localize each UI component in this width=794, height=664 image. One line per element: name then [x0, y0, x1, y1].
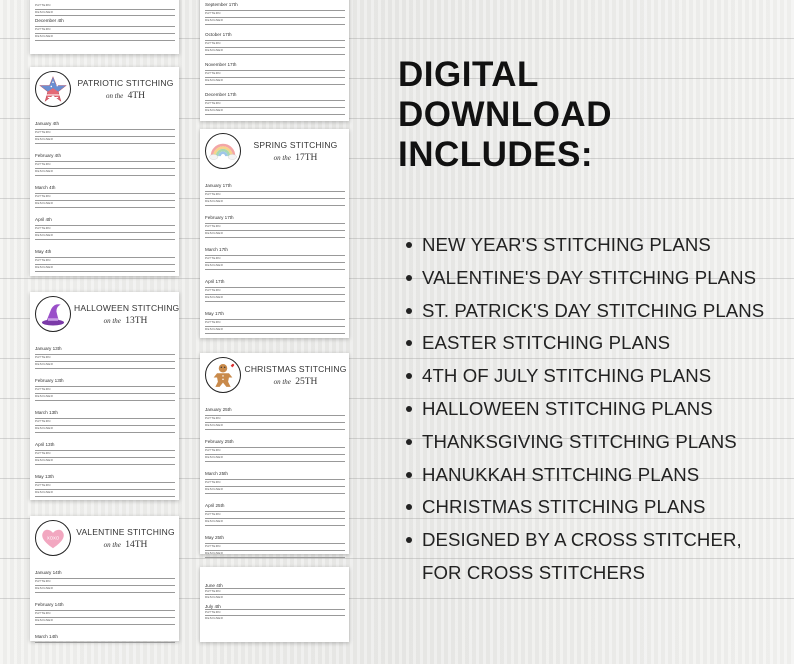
- includes-item-label: THANKSGIVING STITCHING PLANS: [422, 430, 737, 452]
- pattern-label: PATTERN: [205, 610, 221, 614]
- rule-line: [205, 198, 345, 199]
- page-header: [200, 129, 349, 181]
- pattern-label: PATTERN: [205, 480, 221, 484]
- entry-date: January 14th: [35, 570, 62, 575]
- rule-line: [205, 114, 345, 115]
- plan-entry: [35, 472, 175, 504]
- plan-entry: [35, 440, 175, 472]
- designer-label: DESIGNER: [35, 394, 54, 398]
- rule-line: [35, 361, 175, 362]
- entry-list: [200, 0, 349, 120]
- page-header: [30, 67, 179, 119]
- rule-line: [35, 225, 175, 226]
- rule-line: [205, 24, 345, 25]
- heading-line: INCLUDES:: [398, 135, 594, 174]
- includes-item-continuation: [405, 557, 764, 590]
- subtitle-prefix: on the: [103, 317, 121, 325]
- designer-label: DESIGNER: [35, 490, 54, 494]
- rule-line: [205, 230, 345, 231]
- rule-line: [205, 429, 345, 430]
- rule-line: [35, 161, 175, 162]
- planner-page-valentine: [30, 516, 179, 641]
- designer-label: DESIGNER: [35, 34, 54, 38]
- rule-line: [205, 77, 345, 78]
- plan-entry: [35, 151, 175, 183]
- designer-label: DESIGNER: [205, 551, 224, 555]
- pattern-label: PATTERN: [35, 27, 51, 31]
- planner-page-halloween: [30, 292, 179, 500]
- page-subtitle: [244, 377, 347, 387]
- includes-item: [405, 524, 764, 557]
- entry-date: March 4th: [35, 185, 56, 190]
- includes-item: [405, 393, 764, 426]
- subtitle-day: 17TH: [295, 153, 318, 163]
- includes-item: [405, 491, 764, 524]
- rule-line: [205, 47, 345, 48]
- rule-line: [205, 255, 345, 256]
- entry-date: April 13th: [35, 442, 55, 447]
- rule-line: [205, 326, 345, 327]
- digital-download-heading: [398, 55, 612, 175]
- rule-line: [205, 301, 345, 302]
- entry-list: [30, 568, 179, 664]
- includes-item-label: VALENTINE'S DAY STITCHING PLANS: [422, 266, 757, 288]
- plan-entry: [205, 213, 345, 245]
- rule-line: [35, 496, 175, 497]
- bullet-icon: [406, 537, 412, 543]
- designer-label: DESIGNER: [205, 616, 224, 620]
- entry-date: January 17th: [205, 183, 232, 188]
- rule-line: [35, 642, 175, 643]
- page-title: PATRIOTIC STITCHING: [77, 78, 174, 88]
- rule-line: [35, 200, 175, 201]
- rule-line: [35, 257, 175, 258]
- heading-line: DOWNLOAD: [398, 95, 612, 134]
- heart-icon-text: XOXO: [46, 535, 60, 541]
- rule-line: [35, 143, 175, 144]
- plan-entry: [205, 437, 345, 469]
- designer-label: DESIGNER: [205, 48, 224, 52]
- entry-date: March 17th: [205, 247, 228, 252]
- rule-line: [205, 17, 345, 18]
- pattern-label: PATTERN: [35, 419, 51, 423]
- rule-line: [35, 425, 175, 426]
- pattern-label: PATTERN: [35, 130, 51, 134]
- pattern-label: PATTERN: [35, 162, 51, 166]
- rule-line: [35, 386, 175, 387]
- rule-line: [35, 26, 175, 27]
- pattern-label: PATTERN: [205, 192, 221, 196]
- rule-line: [205, 557, 345, 558]
- rule-line: [35, 482, 175, 483]
- rule-line: [205, 107, 345, 108]
- rule-line: [35, 207, 175, 208]
- bullet-icon: [406, 504, 412, 510]
- bullet-icon: [406, 308, 412, 314]
- designer-label: DESIGNER: [35, 201, 54, 205]
- witch-hat-icon: [35, 296, 71, 332]
- includes-item: [405, 459, 764, 492]
- rule-line: [205, 422, 345, 423]
- rule-line: [35, 489, 175, 490]
- includes-item: [405, 360, 764, 393]
- plan-entry: [35, 632, 175, 664]
- rule-line: [205, 100, 345, 101]
- pattern-label: PATTERN: [205, 256, 221, 260]
- designer-label: DESIGNER: [35, 169, 54, 173]
- entry-date: October 17th: [205, 32, 232, 37]
- page-subtitle: [74, 316, 177, 326]
- page-title: CHRISTMAS STITCHING: [244, 364, 347, 374]
- subtitle-day: 25TH: [295, 377, 318, 387]
- entry-date: December 4th: [35, 18, 64, 23]
- bullet-icon: [406, 340, 412, 346]
- entry-date: February 4th: [35, 153, 62, 158]
- pattern-label: PATTERN: [205, 71, 221, 75]
- heart-icon: [35, 520, 71, 556]
- page-title: SPRING STITCHING: [253, 140, 338, 150]
- page-subtitle: [74, 540, 177, 550]
- rule-line: [35, 33, 175, 34]
- bullet-icon: [406, 242, 412, 248]
- rainbow-icon: [205, 133, 241, 169]
- includes-item-label: ST. PATRICK'S DAY STITCHING PLANS: [422, 299, 765, 321]
- pattern-label: PATTERN: [205, 41, 221, 45]
- entry-list: [30, 344, 179, 504]
- rule-line: [205, 84, 345, 85]
- pattern-label: PATTERN: [35, 3, 51, 7]
- entry-date: June 4th: [205, 583, 223, 588]
- plan-entry: [205, 181, 345, 213]
- plan-entry: [35, 376, 175, 408]
- page-title: VALENTINE STITCHING: [76, 527, 175, 537]
- bullet-icon: [406, 373, 412, 379]
- plan-entry: [205, 309, 345, 341]
- page-subtitle: [74, 91, 177, 101]
- plan-entry: [35, 215, 175, 247]
- pattern-label: PATTERN: [35, 451, 51, 455]
- plan-entry: [205, 405, 345, 437]
- includes-item-label: 4TH OF JULY STITCHING PLANS: [422, 365, 712, 387]
- entry-date: May 13th: [35, 474, 54, 479]
- pattern-label: PATTERN: [205, 288, 221, 292]
- subtitle-day: 14TH: [125, 540, 148, 550]
- pattern-label: PATTERN: [205, 589, 221, 593]
- entry-date: April 17th: [205, 279, 225, 284]
- designer-label: DESIGNER: [205, 78, 224, 82]
- rule-line: [205, 415, 345, 416]
- entry-date: February 17th: [205, 215, 234, 220]
- includes-item: [405, 262, 764, 295]
- rule-line: [205, 454, 345, 455]
- heading-line: DIGITAL: [398, 55, 539, 94]
- entry-date: January 4th: [35, 121, 60, 126]
- designer-label: DESIGNER: [35, 10, 54, 14]
- rule-line: [205, 191, 345, 192]
- rule-line: [35, 232, 175, 233]
- pattern-label: PATTERN: [205, 224, 221, 228]
- designer-label: DESIGNER: [205, 595, 224, 599]
- entry-list: [30, 119, 179, 279]
- page-header: [30, 516, 179, 568]
- rule-line: [205, 493, 345, 494]
- plan-entry: [35, 0, 175, 16]
- entry-list: [200, 181, 349, 341]
- subtitle-prefix: on the: [273, 378, 291, 386]
- pattern-label: PATTERN: [205, 416, 221, 420]
- includes-item-label: NEW YEAR'S STITCHING PLANS: [422, 234, 711, 255]
- designer-label: DESIGNER: [205, 231, 224, 235]
- designer-label: DESIGNER: [35, 426, 54, 430]
- includes-item-label: FOR CROSS STITCHERS: [422, 561, 645, 583]
- designer-label: DESIGNER: [35, 362, 54, 366]
- plan-entry: [205, 277, 345, 309]
- designer-label: DESIGNER: [35, 458, 54, 462]
- entry-date: December 17th: [205, 92, 237, 97]
- includes-item: [405, 426, 764, 459]
- page-header: [200, 353, 349, 405]
- entry-list: [200, 405, 349, 565]
- entry-date: May 4th: [35, 249, 52, 254]
- plan-entry: [35, 568, 175, 600]
- plan-entry: [205, 30, 345, 60]
- plan-entry: [205, 469, 345, 501]
- pattern-label: PATTERN: [205, 11, 221, 15]
- designer-label: DESIGNER: [205, 295, 224, 299]
- rule-line: [205, 594, 345, 595]
- rule-line: [35, 9, 175, 10]
- entry-date: May 17th: [205, 311, 224, 316]
- includes-item: [405, 327, 764, 360]
- designer-label: DESIGNER: [205, 263, 224, 267]
- rule-line: [205, 70, 345, 71]
- plan-entry: [35, 183, 175, 215]
- rule-line: [35, 400, 175, 401]
- designer-label: DESIGNER: [205, 487, 224, 491]
- rule-line: [205, 10, 345, 11]
- pattern-label: PATTERN: [35, 387, 51, 391]
- rule-line: [205, 223, 345, 224]
- plan-entry: [205, 0, 345, 30]
- rule-line: [35, 193, 175, 194]
- designer-label: DESIGNER: [35, 265, 54, 269]
- planner-page-spring: [200, 129, 349, 338]
- entry-date: January 25th: [205, 407, 232, 412]
- includes-item-label: EASTER STITCHING PLANS: [422, 332, 671, 354]
- plan-entry: [35, 408, 175, 440]
- entry-date: September 17th: [205, 2, 238, 7]
- planner-page-top-right: [200, 0, 349, 121]
- rule-line: [205, 262, 345, 263]
- plan-entry: [205, 581, 345, 602]
- includes-item-label: DESIGNED BY A CROSS STITCHER,: [422, 529, 742, 551]
- rule-line: [205, 447, 345, 448]
- rule-line: [35, 368, 175, 369]
- rule-line: [35, 624, 175, 625]
- designer-label: DESIGNER: [205, 327, 224, 331]
- designer-label: DESIGNER: [205, 423, 224, 427]
- plan-entry: [205, 602, 345, 623]
- rule-line: [35, 432, 175, 433]
- pattern-label: PATTERN: [205, 448, 221, 452]
- plan-entry: [205, 245, 345, 277]
- rule-line: [35, 585, 175, 586]
- rule-line: [205, 486, 345, 487]
- includes-item-label: HANUKKAH STITCHING PLANS: [422, 463, 700, 485]
- entry-date: February 13th: [35, 378, 64, 383]
- entry-date: January 13th: [35, 346, 62, 351]
- rule-line: [205, 269, 345, 270]
- designer-label: DESIGNER: [35, 618, 54, 622]
- rule-line: [205, 461, 345, 462]
- rule-line: [205, 205, 345, 206]
- planner-page-top-left: [30, 0, 179, 54]
- rule-line: [205, 525, 345, 526]
- rule-line: [35, 168, 175, 169]
- rule-line: [205, 550, 345, 551]
- rule-line: [205, 518, 345, 519]
- entry-date: February 25th: [205, 439, 234, 444]
- rule-line: [35, 610, 175, 611]
- plan-entry: [35, 16, 175, 48]
- rule-line: [205, 319, 345, 320]
- bullet-icon: [406, 406, 412, 412]
- page-subtitle: [244, 153, 347, 163]
- includes-item-label: HALLOWEEN STITCHING PLANS: [422, 397, 713, 419]
- rule-line: [205, 511, 345, 512]
- bullet-icon: [406, 439, 412, 445]
- patriotic-star-icon: [35, 71, 71, 107]
- entry-list: [200, 567, 349, 623]
- subtitle-prefix: on the: [105, 92, 124, 100]
- plan-entry: [35, 247, 175, 279]
- entry-date: November 17th: [205, 62, 237, 67]
- rule-line: [35, 578, 175, 579]
- pattern-label: PATTERN: [205, 512, 221, 516]
- pattern-label: PATTERN: [205, 101, 221, 105]
- rule-line: [35, 450, 175, 451]
- page-header: [30, 292, 179, 344]
- plan-entry: [205, 501, 345, 533]
- rule-line: [205, 588, 345, 589]
- rule-line: [205, 287, 345, 288]
- rule-line: [205, 237, 345, 238]
- bullet-icon: [406, 275, 412, 281]
- rule-line: [205, 479, 345, 480]
- designer-label: DESIGNER: [35, 586, 54, 590]
- includes-item: [405, 295, 764, 328]
- rule-line: [35, 457, 175, 458]
- plan-entry: [205, 533, 345, 565]
- rule-line: [35, 175, 175, 176]
- entry-date: February 14th: [35, 602, 64, 607]
- subtitle-prefix: on the: [273, 154, 291, 162]
- rule-line: [205, 54, 345, 55]
- entry-date: May 25th: [205, 535, 224, 540]
- gingerbread-man-icon: [205, 357, 241, 393]
- planner-page-christmas: [200, 353, 349, 554]
- pattern-label: PATTERN: [35, 226, 51, 230]
- plan-entry: [35, 344, 175, 376]
- rule-line: [35, 418, 175, 419]
- entry-date: July 4th: [205, 604, 221, 609]
- subtitle-day: 4TH: [127, 91, 146, 101]
- entry-date: March 25th: [205, 471, 228, 476]
- includes-item: [405, 229, 764, 262]
- plan-entry: [35, 600, 175, 632]
- bullet-icon: [406, 472, 412, 478]
- rule-line: [35, 271, 175, 272]
- subtitle-prefix: on the: [103, 541, 121, 549]
- rule-line: [35, 136, 175, 137]
- pattern-label: PATTERN: [35, 258, 51, 262]
- pattern-label: PATTERN: [35, 355, 51, 359]
- entry-list: [30, 0, 179, 48]
- plan-entry: [205, 90, 345, 120]
- rule-line: [35, 464, 175, 465]
- entry-date: March 14th: [35, 634, 58, 639]
- pattern-label: PATTERN: [205, 544, 221, 548]
- planner-page-bottom-right: [200, 567, 349, 642]
- includes-list: [405, 229, 764, 590]
- pattern-label: PATTERN: [35, 194, 51, 198]
- entry-date: March 13th: [35, 410, 58, 415]
- designer-label: DESIGNER: [35, 137, 54, 141]
- designer-label: DESIGNER: [205, 519, 224, 523]
- rule-line: [35, 617, 175, 618]
- designer-label: DESIGNER: [205, 18, 224, 22]
- entry-date: April 4th: [35, 217, 52, 222]
- rule-line: [35, 129, 175, 130]
- planner-page-patriotic: [30, 67, 179, 276]
- subtitle-day: 13TH: [125, 316, 148, 326]
- rule-line: [35, 354, 175, 355]
- rule-line: [205, 615, 345, 616]
- pattern-label: PATTERN: [35, 579, 51, 583]
- designer-label: DESIGNER: [35, 233, 54, 237]
- includes-item-label: CHRISTMAS STITCHING PLANS: [422, 496, 706, 518]
- rule-line: [35, 592, 175, 593]
- designer-label: DESIGNER: [205, 108, 224, 112]
- rule-line: [35, 393, 175, 394]
- rule-line: [35, 239, 175, 240]
- pattern-label: PATTERN: [35, 483, 51, 487]
- rule-line: [205, 294, 345, 295]
- rule-line: [35, 264, 175, 265]
- page-title: HALLOWEEN STITCHING: [74, 303, 180, 313]
- plan-entry: [35, 119, 175, 151]
- pattern-label: PATTERN: [35, 611, 51, 615]
- plan-entry: [205, 60, 345, 90]
- entry-date: April 25th: [205, 503, 225, 508]
- rule-line: [205, 609, 345, 610]
- rule-line: [35, 40, 175, 41]
- designer-label: DESIGNER: [205, 455, 224, 459]
- rule-line: [205, 333, 345, 334]
- rule-line: [205, 543, 345, 544]
- rule-line: [205, 40, 345, 41]
- designer-label: DESIGNER: [205, 199, 224, 203]
- pattern-label: PATTERN: [205, 320, 221, 324]
